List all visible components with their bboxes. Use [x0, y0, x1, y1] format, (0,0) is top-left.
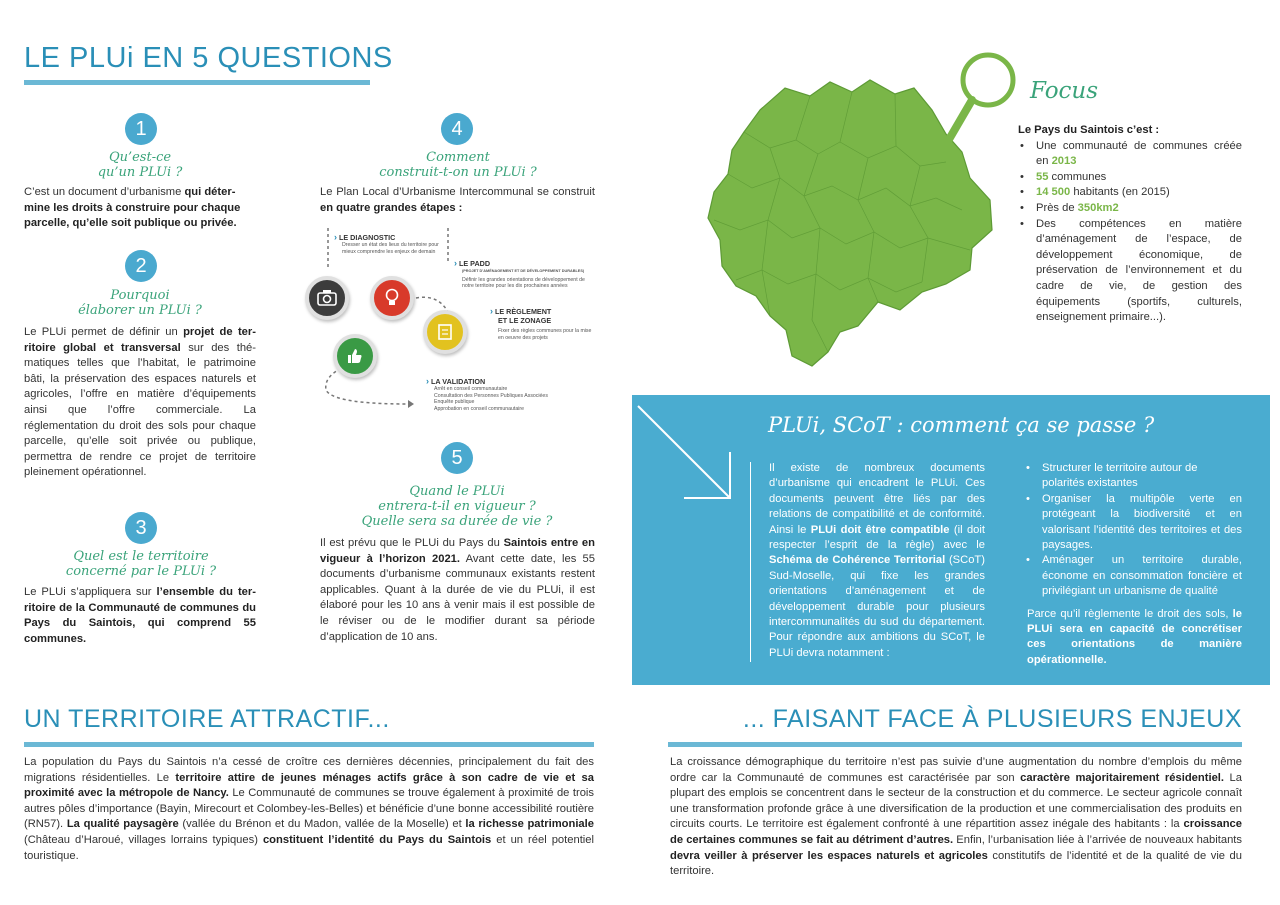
question-number-4: 4 [441, 113, 473, 145]
question-number-5: 5 [441, 442, 473, 474]
focus-box [1018, 123, 1242, 326]
enjeux-underline [668, 742, 1242, 747]
question-text-5: Il est prévu que le PLUi du Pays du Saintois entre en vigueur à l’horizon 2021. Avant cette date, les 55 documents d’urbanisme communaux existants restent applicables. Quant à la durée de vie du PLUi, il est élaboré pour les 10 ans à venir mais il est possible de le réviser ou de le modifier durant sa période d’application de 10 ans. [320, 537, 595, 643]
question-title-1: Qu’est-ce qu’un PLUi ? [97, 150, 183, 180]
enjeux-title: ... FAISANT FACE À PLUSIEURS ENJEUX [742, 705, 1242, 733]
focus-list [1018, 139, 1242, 326]
scot-title: PLUi, SCoT : comment ça se passe ? [768, 413, 1155, 437]
thumbs-up-icon [333, 334, 377, 378]
step-reglement: › LE RÈGLEMENT ET LE ZONAGE Fixer des règles communes pour la mise en oeuvre des projets [490, 306, 592, 341]
focus-item: • 14 500 habitants (en 2015) [1018, 185, 1242, 201]
title-underline [24, 80, 370, 85]
attractif-text: La population du Pays du Saintois n’a cessé de croître ces dernières décennies, principalement du fait des migrations résidentielles. Le territoire attire de jeunes ménages actifs grâce à son cadre de vie et sa proximité avec la métropole de Nancy. Le Communauté de communes se trouve également à proximité de trois autres pôles d’importance (Bayin, Mirecourt et Colombey-les-Belles) et bénéficie d’une bonne accessibilité routière (RN57). La qualité paysagère (vallée du Brénon et du Madon, vallée de la Moselle) et la richesse patrimoniale (Château d’Haroué, villages lorrains typiques) constituent l’identité du Pays du Saintois et un réel potentiel touristique. [24, 756, 594, 862]
page-title: LE PLUi EN 5 QUESTIONS [24, 42, 393, 74]
arrow-down-right-icon [634, 402, 744, 512]
scot-item: • Structurer le territoire autour de polarités existantes [1024, 461, 1242, 492]
scot-conclusion: Parce qu’il règlemente le droit des sols, le PLUi sera en capacité de concrétiser ces orientations de manière opérationnelle. [1027, 607, 1242, 666]
attractif-underline [24, 742, 594, 747]
question-text-4: Le Plan Local d’Urbanisme Intercommunal se construit en quatre grandes étapes : [320, 186, 595, 214]
scot-item: • Organiser la multipôle verte en protégeant la biodiversité et en valorisant l’identité des territoires et des paysages. [1024, 492, 1242, 554]
attractif-title: UN TERRITOIRE ATTRACTIF... [24, 705, 390, 733]
scot-text-left: Il existe de nombreux documents d’urbanisme qui encadrent le PLUi. Ces documents peuvent être liés par des relations de compatibilité et de conformité. Ainsi le PLUi doit être compatible (il doit respecter l’esprit de la règle) avec le Schéma de Cohérence Territorial (SCoT) Sud-Moselle, qui fixe les grandes orientations d’aménagement et de développement durable pour plusieurs intercommunalités du sud du département. Pour répondre aux ambitions du SCoT, le PLUi devra notamment : [769, 462, 985, 659]
question-text-3: Le PLUi s’appliquera sur l’ensemble du ter- ritoire de la Communauté de communes du Pays du Saintois, qui comprend 55 communes. [24, 586, 256, 645]
question-title-3: Quel est le territoire concerné par le PLUi ? [65, 549, 217, 579]
scot-divider [750, 462, 751, 662]
question-title-5: Quand le PLUi entrera-t-il en vigueur ? Quelle sera sa durée de vie ? [361, 484, 553, 529]
focus-item: • Près de 350km2 [1018, 201, 1242, 217]
question-text-1: C’est un document d’urbanisme qui déter- mine les droits à construire pour chaque parcelle, qu’elle soit publique ou privée. [24, 186, 241, 230]
focus-heading: Le Pays du Saintois c’est : [1018, 124, 1160, 136]
step-diagnostic: › LE DIAGNOSTIC Dresser un état des lieux du territoire pour mieux comprendre les enjeux de demain [334, 232, 439, 255]
focus-item: • Une communauté de communes créée en 2013 [1018, 139, 1242, 170]
focus-item: • Des compétences en matière d’aménagement de l’espace, de développement économique, de préservation de l’environnement et du cadre de vie, de gestion des équipements (sportifs, culturels, enseignement primaire...). [1018, 217, 1242, 326]
question-number-1: 1 [125, 113, 157, 145]
camera-icon [305, 276, 349, 320]
enjeux-text: La croissance démographique du territoire n’est pas suivie d’une augmentation du nombre d’emplois du même ordre car la Communauté de communes est caractérisée par son caractère majoritairement résidentiel. La plupart des emplois se concentrent dans le secteur de la construction et du commerce. Le secteur agricole connaît une transformation profonde grâce à une diversification de la production et une commercialisation des produits en circuits courts. Le territoire est également confronté à une répartition assez inégale des habitants : la croissance de certaines communes se fait au détriment d’autres. Enfin, l’urbanisation liée à l’arrivée de nouveaux habitants devra veiller à préserver les espaces naturels et agricoles constitutifs de l’identité et de la qualité de vie du territoire. [670, 756, 1242, 878]
question-title-4: Comment construit-t-on un PLUi ? [379, 150, 537, 180]
document-icon [423, 310, 467, 354]
question-title-2: Pourquoi élaborer un PLUi ? [78, 288, 202, 318]
question-number-3: 3 [125, 512, 157, 544]
question-text-2: Le PLUi permet de définir un projet de ter- ritoire global et transversal sur des thé- matiques telles que l’habitat, le patrimoine bâti, la préservation des espaces naturels et agricoles, l’offre en matière d’équipements ainsi que l’offre commerciale. La réglementation du droit des sols pour chaque parcelle, qu’elle soit privée ou publique, permettra de rendre ce projet de territoire pleinement opérationnel. [24, 326, 256, 479]
focus-title: Focus [1030, 78, 1099, 104]
lightbulb-icon [370, 276, 414, 320]
focus-item: • 55 communes [1018, 170, 1242, 186]
scot-list [1024, 461, 1242, 600]
magnifier-icon [938, 48, 1018, 158]
scot-text-right [1024, 461, 1242, 668]
step-padd: › LE PADD (PROJET D’AMÉNAGEMENT ET DE DÉVELOPPEMENT DURABLES) Définir les grandes orientations de développement de notre territoire pour les dix prochaines années [454, 258, 585, 290]
scot-item: • Aménager un territoire durable, économe en consommation foncière et privilégiant un urbanisme de qualité [1024, 553, 1242, 599]
steps-diagram [298, 222, 598, 437]
question-number-2: 2 [125, 250, 157, 282]
step-validation: › LA VALIDATION Arrêt en conseil communautaire Consultation des Personnes Publiques Associées Enquête publique Approbation en conseil communautaire [426, 376, 548, 412]
